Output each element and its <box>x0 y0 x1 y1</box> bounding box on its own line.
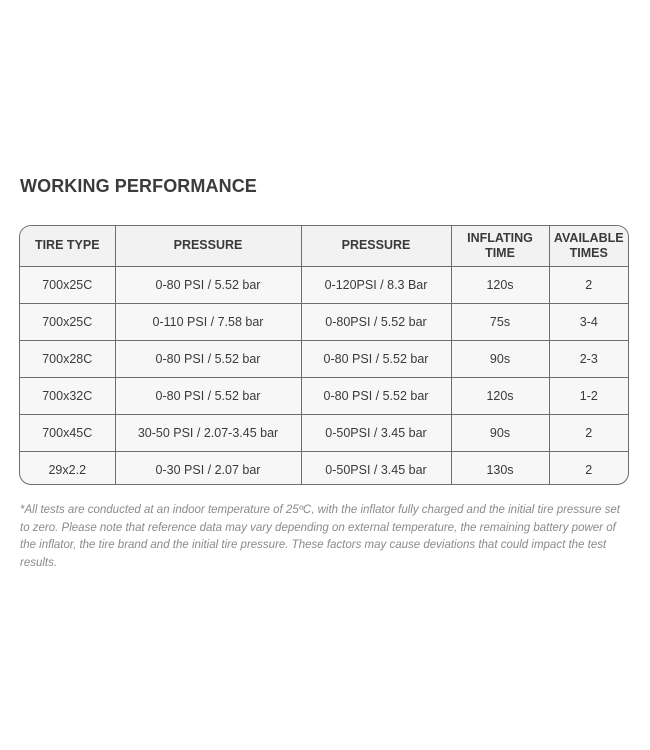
cell-tire-type: 700x25C <box>20 303 115 340</box>
test-conditions-footnote: *All tests are conducted at an indoor temperature of 25ºC, with the inflator fully charged and the initial tire pressure set to zero. Please note that reference data may vary depending on external temperature, the remaining battery power of the inflator, the tire brand and the initial tire pressure. These factors may cause deviations that could impact the test results. <box>20 504 620 569</box>
cell-inflating-time: 75s <box>451 303 549 340</box>
cell-inflating-time: 130s <box>451 451 549 485</box>
table-row <box>20 266 628 303</box>
cell-tire-type: 700x32C <box>20 377 115 414</box>
cell-available-times: 2-3 <box>549 340 628 377</box>
table-row <box>20 340 628 377</box>
cell-tire-type: 700x28C <box>20 340 115 377</box>
cell-pressure-1: 0-80 PSI / 5.52 bar <box>115 340 301 377</box>
cell-pressure-1: 30-50 PSI / 2.07-3.45 bar <box>115 414 301 451</box>
cell-pressure-2: 0-80PSI / 5.52 bar <box>301 303 451 340</box>
cell-inflating-time: 90s <box>451 414 549 451</box>
table-header-row <box>20 226 628 266</box>
performance-table-container <box>19 225 629 485</box>
cell-pressure-2: 0-80 PSI / 5.52 bar <box>301 340 451 377</box>
header-tire-type: TIRE TYPE <box>20 226 115 266</box>
cell-pressure-2: 0-120PSI / 8.3 Bar <box>301 266 451 303</box>
cell-pressure-2: 0-50PSI / 3.45 bar <box>301 414 451 451</box>
cell-pressure-2: 0-50PSI / 3.45 bar <box>301 451 451 485</box>
header-inflating-time: INFLATING TIME <box>451 226 549 266</box>
section-title: WORKING PERFORMANCE <box>20 176 257 196</box>
cell-inflating-time: 90s <box>451 340 549 377</box>
cell-available-times: 2 <box>585 462 593 477</box>
cell-pressure-2: 0-80 PSI / 5.52 bar <box>301 377 451 414</box>
cell-available-times: 2 <box>549 414 628 451</box>
cell-pressure-1: 0-80 PSI / 5.52 bar <box>115 266 301 303</box>
table-row <box>20 303 628 340</box>
cell-inflating-time: 120s <box>451 266 549 303</box>
cell-available-times: 3-4 <box>549 303 628 340</box>
cell-tire-type: 700x25C <box>20 266 115 303</box>
cell-pressure-1: 0-110 PSI / 7.58 bar <box>115 303 301 340</box>
cell-pressure-1: 0-80 PSI / 5.52 bar <box>115 377 301 414</box>
performance-table <box>20 226 628 485</box>
header-available-times: AVAILABLE TIMES <box>549 226 628 266</box>
cell-tire-type: 29x2.2 <box>20 451 115 485</box>
table-row <box>20 377 628 414</box>
table-row <box>20 451 628 485</box>
table-row <box>20 414 628 451</box>
cell-inflating-time: 120s <box>451 377 549 414</box>
cell-pressure-1: 0-30 PSI / 2.07 bar <box>115 451 301 485</box>
header-pressure-1: PRESSURE <box>115 226 301 266</box>
cell-tire-type: 700x45C <box>20 414 115 451</box>
header-pressure-2: PRESSURE <box>301 226 451 266</box>
cell-available-times: 2 <box>549 266 628 303</box>
cell-available-times: 1-2 <box>549 377 628 414</box>
